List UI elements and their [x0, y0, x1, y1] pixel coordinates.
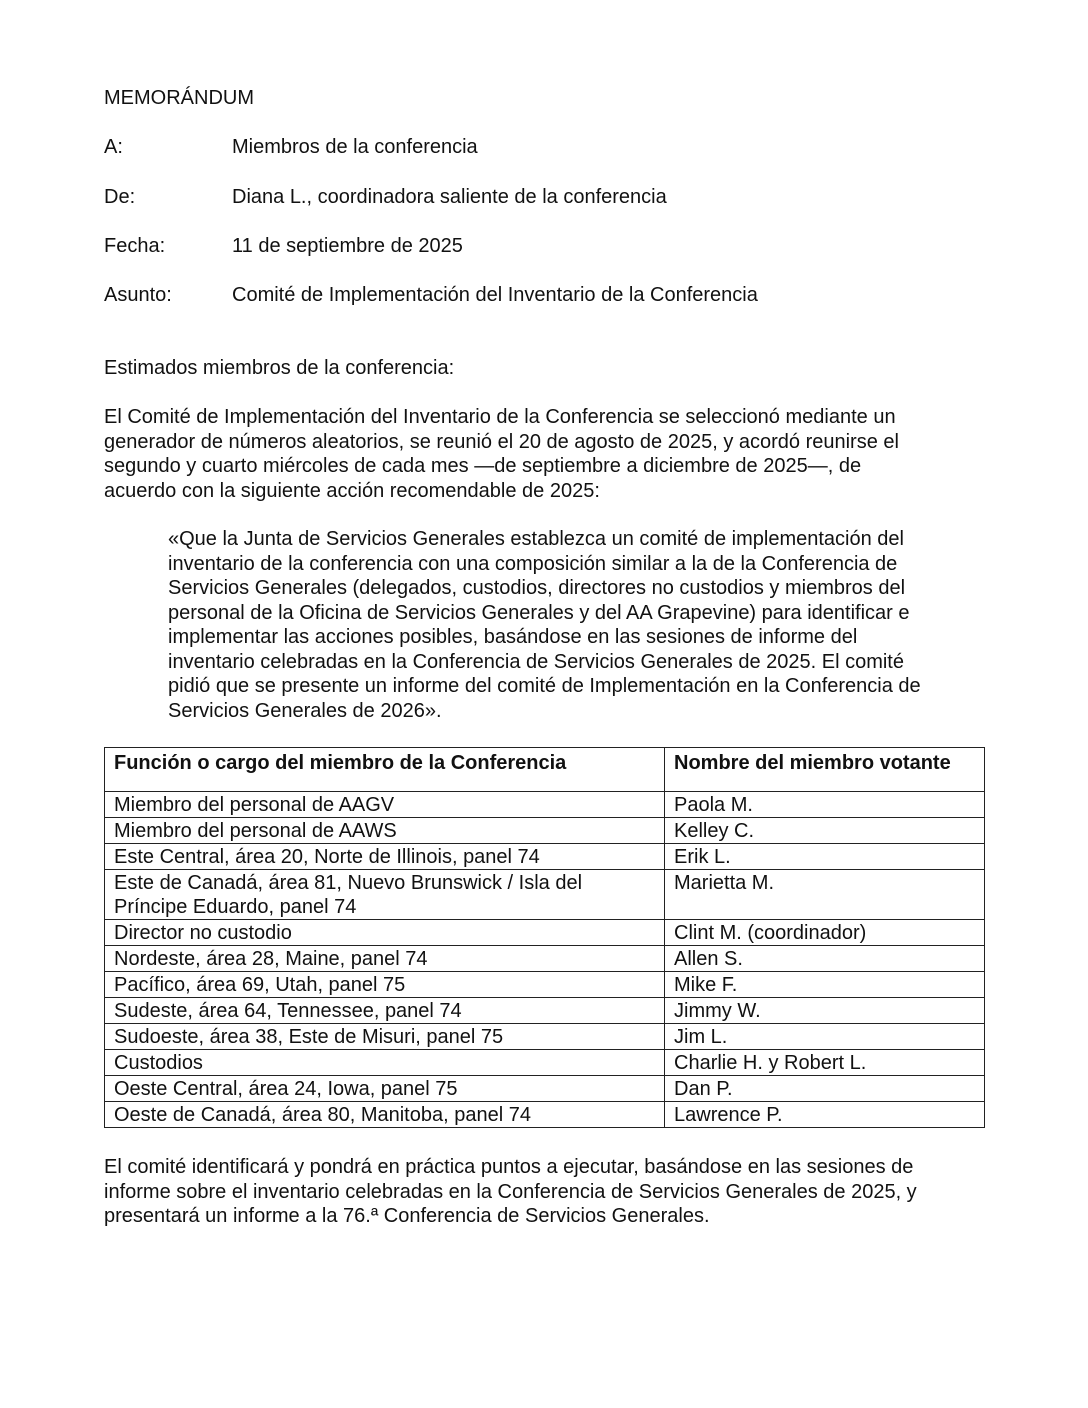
- closing-line: informe sobre el inventario celebradas en la Conferencia de Servicios Generales de 2025, y: [104, 1180, 917, 1203]
- table-row: [105, 844, 985, 870]
- salutation: Estimados miembros de la conferencia:: [104, 357, 455, 379]
- date-value: 11 de septiembre de 2025: [232, 235, 463, 257]
- role-cell: Custodios: [105, 1050, 665, 1076]
- subject-label: Asunto:: [104, 284, 172, 306]
- role-cell-line: Príncipe Eduardo, panel 74: [114, 896, 357, 918]
- intro-line: El Comité de Implementación del Inventario de la Conferencia se seleccionó mediante un: [104, 406, 896, 428]
- member-cell: Kelley C.: [665, 818, 985, 844]
- quote-line: implementar las acciones posibles, basándose en las sesiones de informe del: [168, 626, 858, 648]
- role-cell: Pacífico, área 69, Utah, panel 75: [105, 972, 665, 998]
- header-role: Función o cargo del miembro de la Conferencia: [105, 748, 665, 792]
- quote-line: Servicios Generales de 2026».: [168, 699, 442, 722]
- intro-line: generador de números aleatorios, se reunió el 20 de agosto de 2025, y acordó reunirse el: [104, 430, 899, 453]
- table-row: [105, 818, 985, 844]
- quote-line: «Que la Junta de Servicios Generales establezca un comité de implementación del: [168, 528, 904, 550]
- member-cell: Marietta M.: [665, 870, 985, 920]
- closing-line: presentará un informe a la 76.ª Conferencia de Servicios Generales.: [104, 1205, 710, 1227]
- quoted-recommendation: [168, 527, 984, 723]
- table-row: [105, 920, 985, 946]
- role-cell: Director no custodio: [105, 920, 665, 946]
- closing-line: El comité identificará y pondrá en práctica puntos a ejecutar, basándose en las sesiones de: [104, 1156, 914, 1178]
- members-table: [104, 747, 985, 1128]
- table-row: [105, 870, 985, 920]
- role-cell: [105, 870, 665, 920]
- memo-title: MEMORÁNDUM: [104, 87, 254, 109]
- quote-line: pidió que se presente un informe del comité de Implementación en la Conferencia de: [168, 675, 921, 697]
- from-label: De:: [104, 186, 136, 208]
- quote-line: inventario de la conferencia con una composición similar a la de la Conferencia de: [168, 552, 898, 575]
- quote-line: inventario celebradas en la Conferencia de Servicios Generales de 2025. El comité: [168, 650, 904, 673]
- table-header-row: [105, 748, 985, 792]
- role-cell: Sudoeste, área 38, Este de Misuri, panel 75: [105, 1024, 665, 1050]
- member-cell: Clint M. (coordinador): [665, 920, 985, 946]
- closing-paragraph: [104, 1155, 984, 1229]
- role-cell: Oeste de Canadá, área 80, Manitoba, panel 74: [105, 1102, 665, 1128]
- table-row: [105, 1102, 985, 1128]
- member-cell: Mike F.: [665, 972, 985, 998]
- table-row: [105, 792, 985, 818]
- member-cell: Erik L.: [665, 844, 985, 870]
- header-name: Nombre del miembro votante: [665, 748, 985, 792]
- table-row: [105, 998, 985, 1024]
- from-value: Diana L., coordinadora saliente de la conferencia: [232, 186, 667, 208]
- member-cell: Paola M.: [665, 792, 985, 818]
- role-cell: Nordeste, área 28, Maine, panel 74: [105, 946, 665, 972]
- table-row: [105, 1024, 985, 1050]
- role-cell: Oeste Central, área 24, Iowa, panel 75: [105, 1076, 665, 1102]
- quote-line: personal de la Oficina de Servicios Generales y del AA Grapevine) para identificar e: [168, 601, 910, 624]
- subject-value: Comité de Implementación del Inventario de la Conferencia: [232, 284, 758, 306]
- member-cell: Jim L.: [665, 1024, 985, 1050]
- quote-line: Servicios Generales (delegados, custodios, directores no custodios y miembros del: [168, 577, 906, 599]
- to-value: Miembros de la conferencia: [232, 136, 478, 158]
- to-label: A:: [104, 136, 123, 158]
- member-cell: Dan P.: [665, 1076, 985, 1102]
- intro-line: acuerdo con la siguiente acción recomendable de 2025:: [104, 479, 600, 502]
- role-cell-line: Este de Canadá, área 81, Nuevo Brunswick / Isla del: [114, 872, 583, 894]
- role-cell: Miembro del personal de AAGV: [105, 792, 665, 818]
- role-cell: Miembro del personal de AAWS: [105, 818, 665, 844]
- role-cell: Sudeste, área 64, Tennessee, panel 74: [105, 998, 665, 1024]
- role-cell: Este Central, área 20, Norte de Illinois, panel 74: [105, 844, 665, 870]
- member-cell: Allen S.: [665, 946, 985, 972]
- member-cell: Lawrence P.: [665, 1102, 985, 1128]
- intro-line: segundo y cuarto miércoles de cada mes —de septiembre a diciembre de 2025—, de: [104, 455, 862, 477]
- date-label: Fecha:: [104, 235, 166, 257]
- table-row: [105, 946, 985, 972]
- member-cell: Jimmy W.: [665, 998, 985, 1024]
- table-row: [105, 1076, 985, 1102]
- intro-paragraph: [104, 405, 984, 503]
- member-cell: Charlie H. y Robert L.: [665, 1050, 985, 1076]
- table-row: [105, 1050, 985, 1076]
- table-row: [105, 972, 985, 998]
